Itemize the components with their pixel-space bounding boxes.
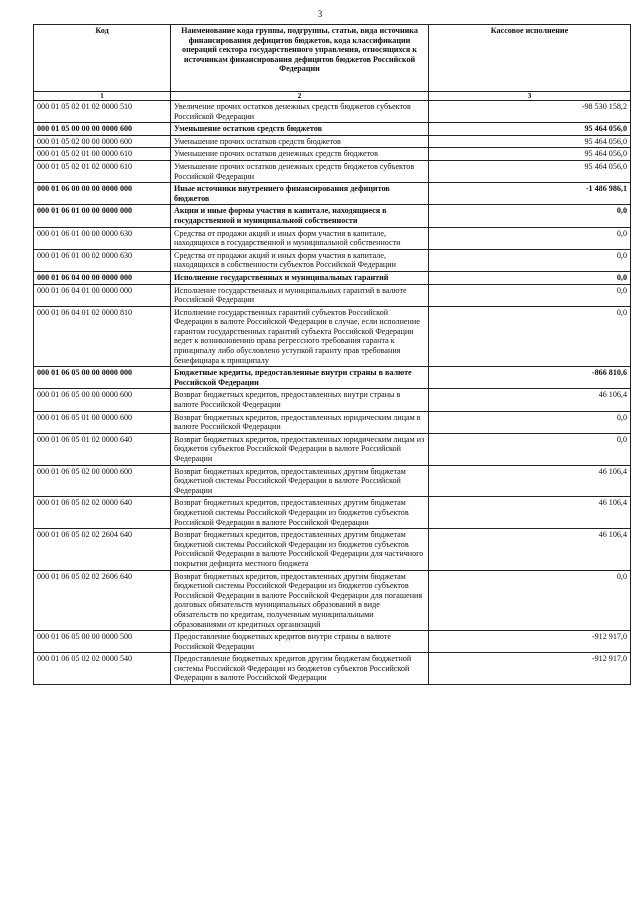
row-code: 000 01 06 00 00 00 0000 000 — [34, 183, 171, 205]
table-row — [34, 367, 631, 389]
header-code: Код — [34, 25, 171, 92]
row-name: Исполнение государственных и муниципальных гарантий — [171, 271, 429, 284]
row-value: 46 106,4 — [429, 497, 631, 529]
row-value: -912 917,0 — [429, 631, 631, 653]
row-value: 0,0 — [429, 306, 631, 367]
row-code: 000 01 06 05 00 00 0000 500 — [34, 631, 171, 653]
row-value: 0,0 — [429, 284, 631, 306]
row-name: Возврат бюджетных кредитов, предоставленных другим бюджетам бюджетной системы Российской Федерации из бюджетов субъектов Российской Федерации в валюте Российской Федерации для погашения долговых обязательств муниципальных образований в виде обязательств по кредитам, полученным муниципальными образованиями от кредитных организаций — [171, 570, 429, 631]
row-name: Уменьшение прочих остатков денежных средств бюджетов — [171, 148, 429, 161]
row-name: Увеличение прочих остатков денежных средств бюджетов субъектов Российской Федерации — [171, 101, 429, 123]
table-row — [34, 497, 631, 529]
table-row — [34, 271, 631, 284]
sources-financing-table — [33, 24, 631, 685]
row-code: 000 01 05 02 01 02 0000 510 — [34, 101, 171, 123]
row-value: 46 106,4 — [429, 529, 631, 570]
row-code: 000 01 06 05 02 02 0000 540 — [34, 653, 171, 685]
table-row — [34, 123, 631, 136]
row-value: 0,0 — [429, 411, 631, 433]
row-code: 000 01 06 05 01 00 0000 600 — [34, 411, 171, 433]
row-code: 000 01 06 01 00 00 0000 000 — [34, 205, 171, 227]
row-name: Средства от продажи акций и иных форм участия в капитале, находящихся в государственной и муниципальной собственности — [171, 227, 429, 249]
row-name: Предоставление бюджетных кредитов внутри страны в валюте Российской Федерации — [171, 631, 429, 653]
row-name: Акции и иные формы участия в капитале, находящиеся в государственной и муниципальной собственности — [171, 205, 429, 227]
row-name: Иные источники внутреннего финансирования дефицитов бюджетов — [171, 183, 429, 205]
row-code: 000 01 06 04 01 00 0000 000 — [34, 284, 171, 306]
row-value: 46 106,4 — [429, 465, 631, 497]
column-number-1: 1 — [34, 92, 171, 101]
row-name: Бюджетные кредиты, предоставленные внутри страны в валюте Российской Федерации — [171, 367, 429, 389]
row-name: Уменьшение остатков средств бюджетов — [171, 123, 429, 136]
row-code: 000 01 06 04 01 02 0000 810 — [34, 306, 171, 367]
table-row — [34, 249, 631, 271]
row-code: 000 01 06 05 02 02 0000 640 — [34, 497, 171, 529]
row-value: 0,0 — [429, 570, 631, 631]
row-name: Исполнение государственных и муниципальных гарантий в валюте Российской Федерации — [171, 284, 429, 306]
table-row — [34, 653, 631, 685]
row-name: Предоставление бюджетных кредитов другим бюджетам бюджетной системы Российской Федерации из бюджетов субъектов Российской Федерации в валюте Российской Федерации — [171, 653, 429, 685]
table-row — [34, 183, 631, 205]
table-row — [34, 135, 631, 148]
row-name: Уменьшение прочих остатков средств бюджетов — [171, 135, 429, 148]
row-value: -866 810,6 — [429, 367, 631, 389]
table-row — [34, 306, 631, 367]
row-value: 95 464 056,0 — [429, 160, 631, 182]
row-code: 000 01 05 00 00 00 0000 600 — [34, 123, 171, 136]
row-name: Возврат бюджетных кредитов, предоставленных другим бюджетам бюджетной системы Российской Федерации из бюджетов субъектов Российской Федерации в валюте Российской Федерации для частичного покрытия дефицита местного бюджета — [171, 529, 429, 570]
table-row — [34, 570, 631, 631]
row-value: 95 464 056,0 — [429, 148, 631, 161]
row-value: -1 486 986,1 — [429, 183, 631, 205]
table-row — [34, 148, 631, 161]
row-value: 0,0 — [429, 205, 631, 227]
row-code: 000 01 06 05 02 02 2604 640 — [34, 529, 171, 570]
row-value: -98 530 158,2 — [429, 101, 631, 123]
row-name: Возврат бюджетных кредитов, предоставленных другим бюджетам бюджетной системы Российской Федерации из бюджетов субъектов Российской Федерации в валюте Российской Федерации — [171, 497, 429, 529]
column-number-3: 3 — [429, 92, 631, 101]
table-row — [34, 101, 631, 123]
table-row — [34, 284, 631, 306]
row-code: 000 01 06 01 00 00 0000 630 — [34, 227, 171, 249]
row-value: 0,0 — [429, 433, 631, 465]
row-code: 000 01 06 05 00 00 0000 000 — [34, 367, 171, 389]
row-code: 000 01 05 02 00 00 0000 600 — [34, 135, 171, 148]
row-code: 000 01 06 05 01 02 0000 640 — [34, 433, 171, 465]
table-row — [34, 631, 631, 653]
row-value: 0,0 — [429, 249, 631, 271]
column-number-2: 2 — [171, 92, 429, 101]
table-body — [34, 101, 631, 685]
row-value: -912 917,0 — [429, 653, 631, 685]
table-row — [34, 433, 631, 465]
row-name: Уменьшение прочих остатков денежных средств бюджетов субъектов Российской Федерации — [171, 160, 429, 182]
header-value: Кассовое исполнение — [429, 25, 631, 92]
row-name: Возврат бюджетных кредитов, предоставленных юридическим лицам в валюте Российской Федерации — [171, 411, 429, 433]
row-name: Исполнение государственных гарантий субъектов Российской Федерации в валюте Российской Федерации в случае, если исполнение гарантом государственных гарантий субъекта Российской Федерации ведет к возникновению права регрессного требования гаранта к принципалу либо обусловлено уступкой гаранту прав требования бенефициара к принципалу — [171, 306, 429, 367]
table-header-row — [34, 25, 631, 92]
table-row — [34, 389, 631, 411]
table-row — [34, 465, 631, 497]
row-name: Возврат бюджетных кредитов, предоставленных другим бюджетам бюджетной системы Российской Федерации в валюте Российской Федерации — [171, 465, 429, 497]
row-name: Средства от продажи акций и иных форм участия в капитале, находящихся в собственности субъектов Российской Федерации — [171, 249, 429, 271]
row-value: 46 106,4 — [429, 389, 631, 411]
row-code: 000 01 06 04 00 00 0000 000 — [34, 271, 171, 284]
table-row — [34, 205, 631, 227]
row-code: 000 01 06 05 02 02 2606 640 — [34, 570, 171, 631]
table-row — [34, 227, 631, 249]
row-code: 000 01 06 05 02 00 0000 600 — [34, 465, 171, 497]
row-name: Возврат бюджетных кредитов, предоставленных внутри страны в валюте Российской Федерации — [171, 389, 429, 411]
page-number: 3 — [317, 9, 323, 19]
row-name: Возврат бюджетных кредитов, предоставленных юридическим лицам из бюджетов субъектов Российской Федерации в валюте Российской Федерации — [171, 433, 429, 465]
header-name: Наименование кода группы, подгруппы, статьи, вида источника финансирования дефицитов бюджетов, кода классификации операций сектора государственного управления, относящихся к источникам финансирования дефицитов бюджетов Российской Федерации — [171, 25, 429, 92]
row-value: 95 464 056,0 — [429, 135, 631, 148]
row-code: 000 01 06 05 00 00 0000 600 — [34, 389, 171, 411]
column-number-row — [34, 92, 631, 101]
table-row — [34, 529, 631, 570]
row-value: 0,0 — [429, 227, 631, 249]
table-row — [34, 160, 631, 182]
row-code: 000 01 06 01 00 02 0000 630 — [34, 249, 171, 271]
row-code: 000 01 05 02 01 02 0000 610 — [34, 160, 171, 182]
row-code: 000 01 05 02 01 00 0000 610 — [34, 148, 171, 161]
table-row — [34, 411, 631, 433]
row-value: 0,0 — [429, 271, 631, 284]
row-value: 95 464 056,0 — [429, 123, 631, 136]
